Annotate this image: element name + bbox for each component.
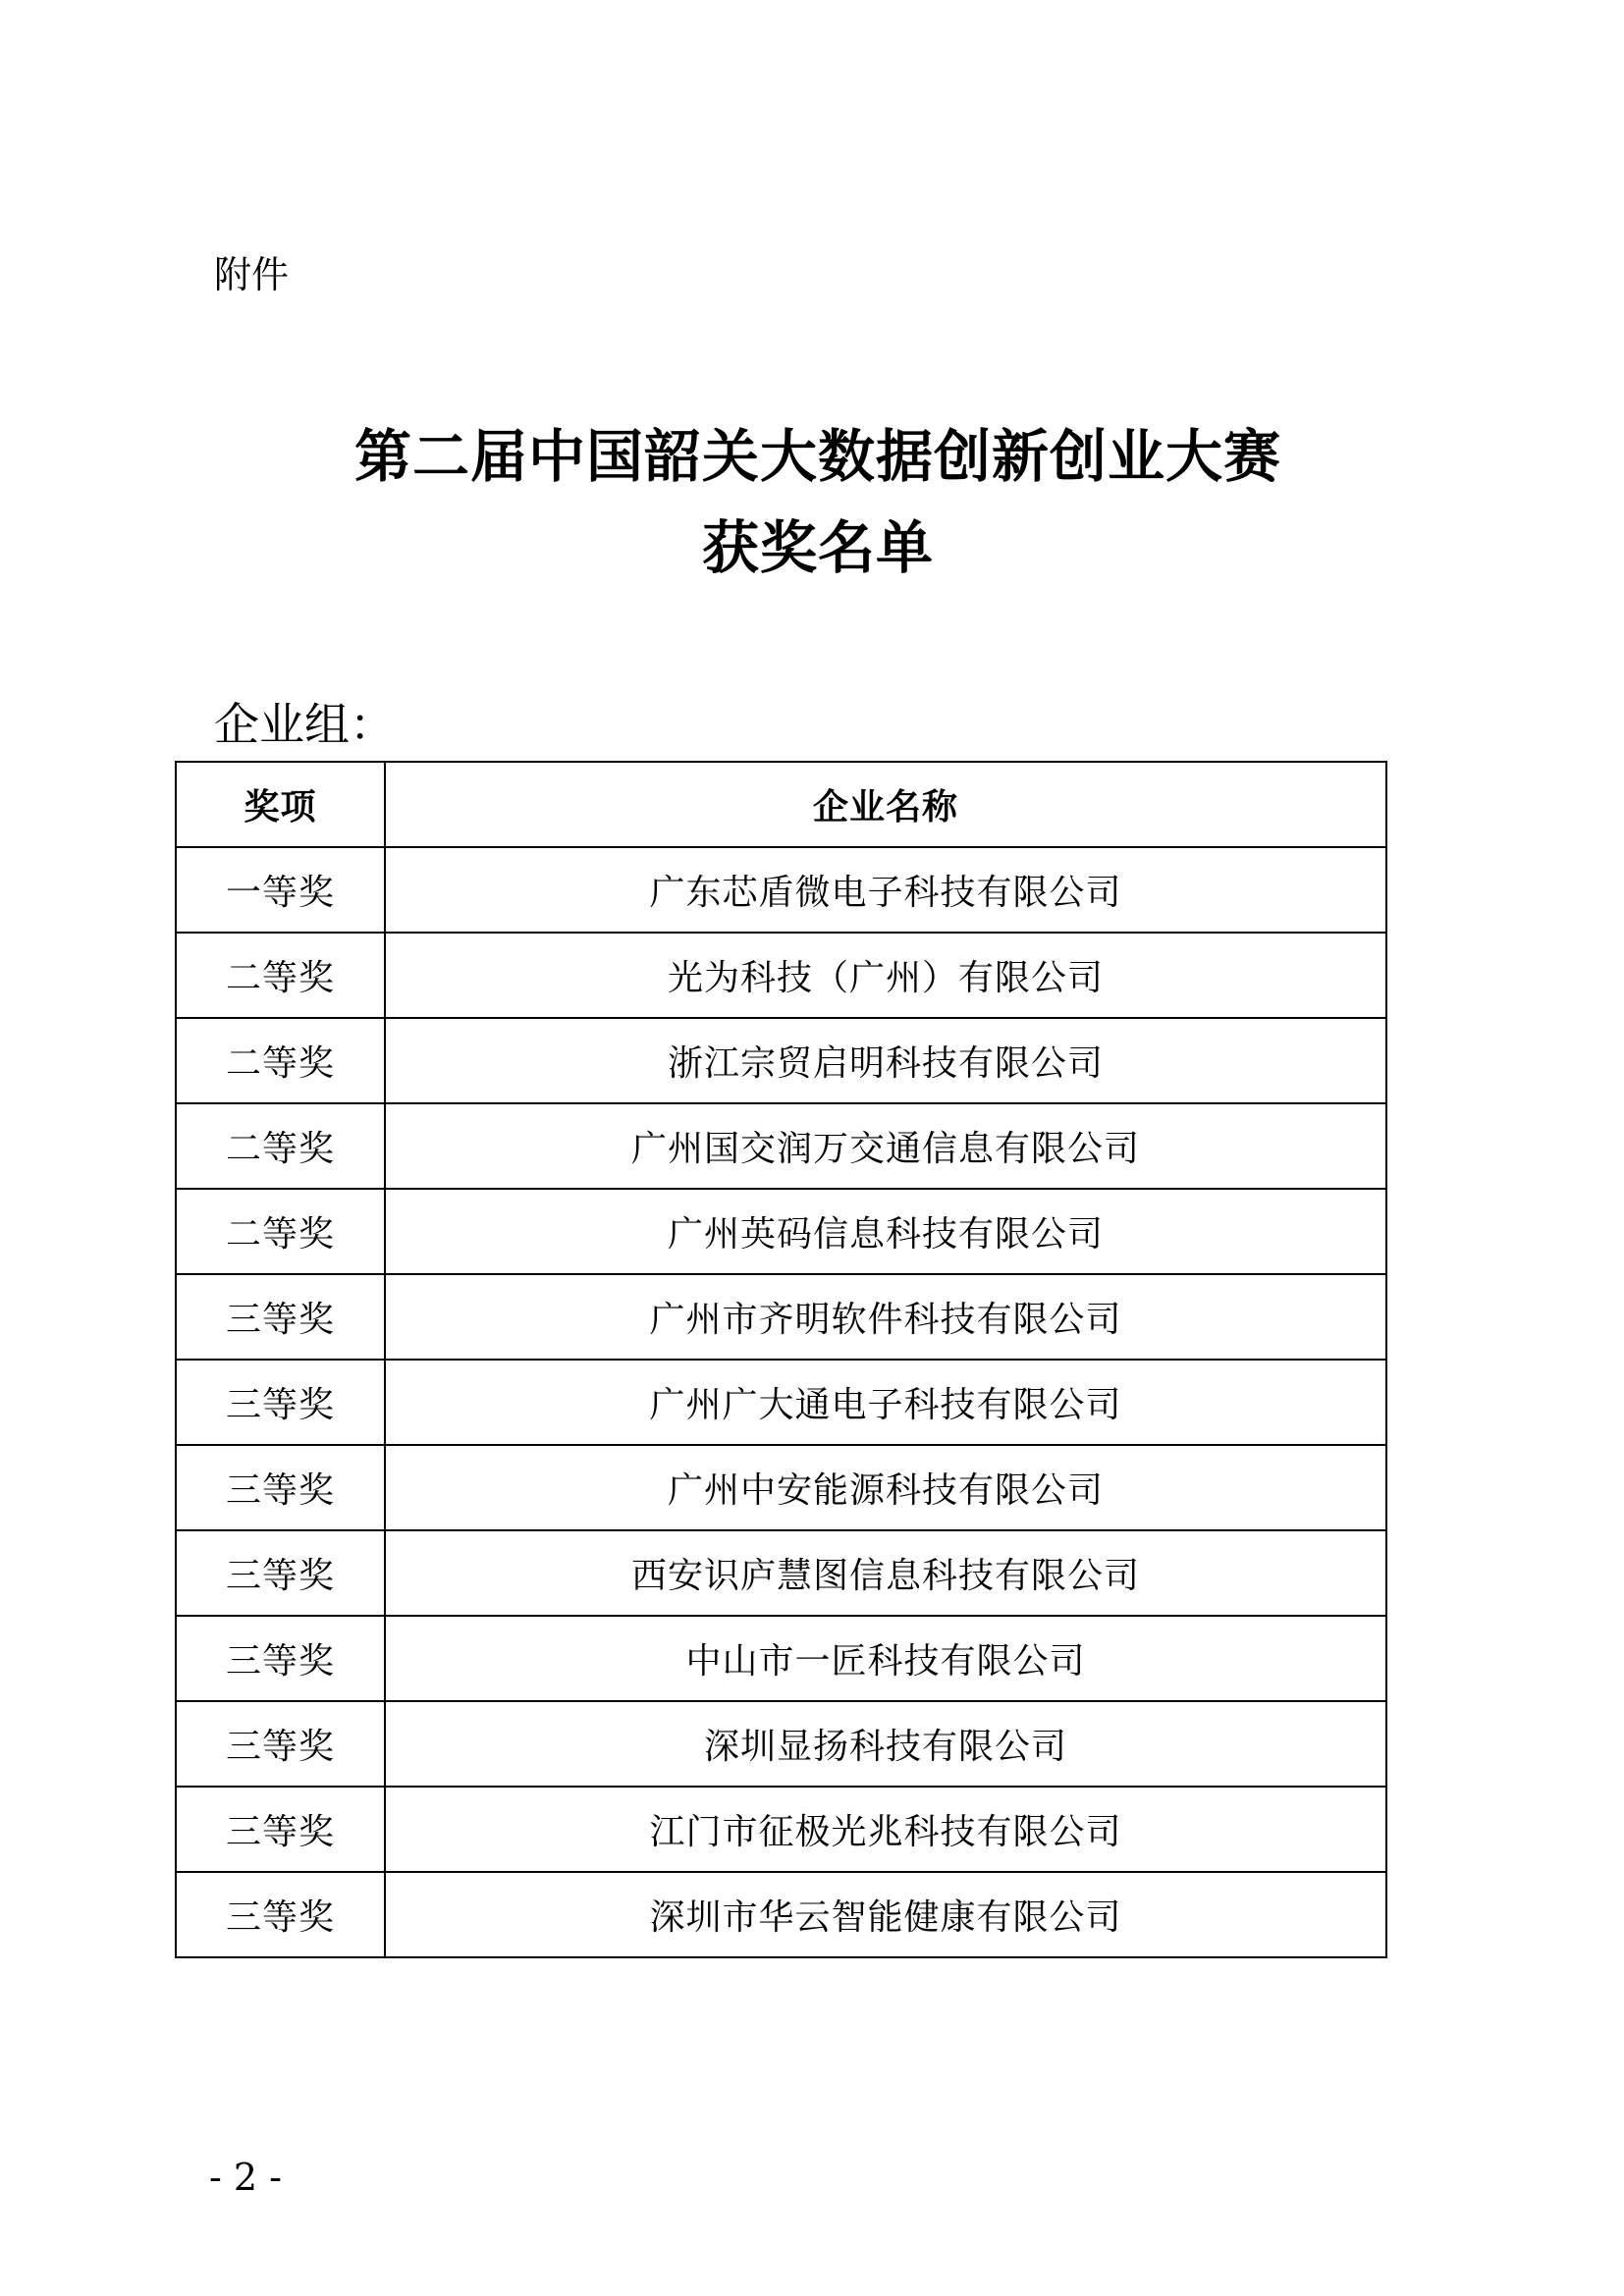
award-cell: 二等奖 — [176, 1103, 385, 1189]
table-row — [176, 847, 1386, 933]
award-table — [175, 761, 1387, 1958]
document-subtitle: 获奖名单 — [701, 514, 934, 581]
company-cell: 广州中安能源科技有限公司 — [385, 1445, 1386, 1530]
header-award: 奖项 — [176, 762, 385, 847]
table-row — [176, 1787, 1386, 1872]
award-cell: 三等奖 — [176, 1616, 385, 1701]
table-row — [176, 1189, 1386, 1274]
company-cell: 光为科技（广州）有限公司 — [385, 933, 1386, 1018]
header-company: 企业名称 — [385, 762, 1386, 847]
document-title: 第二届中国韶关大数据创新创业大赛 — [353, 423, 1281, 490]
section-heading: 企业组： — [214, 698, 395, 751]
award-cell: 三等奖 — [176, 1360, 385, 1445]
award-cell: 二等奖 — [176, 1018, 385, 1103]
company-cell: 西安识庐慧图信息科技有限公司 — [385, 1530, 1386, 1616]
award-cell: 一等奖 — [176, 847, 385, 933]
award-cell: 三等奖 — [176, 1445, 385, 1530]
award-cell: 三等奖 — [176, 1872, 385, 1957]
table-row — [176, 1445, 1386, 1530]
table-row — [176, 1360, 1386, 1445]
company-cell: 广州国交润万交通信息有限公司 — [385, 1103, 1386, 1189]
award-cell: 三等奖 — [176, 1530, 385, 1616]
table-row — [176, 1701, 1386, 1787]
table-row — [176, 933, 1386, 1018]
page-number: - 2 - — [209, 2156, 283, 2199]
table-row — [176, 1103, 1386, 1189]
table-row — [176, 1274, 1386, 1360]
table-row — [176, 1872, 1386, 1957]
company-cell: 浙江宗贸启明科技有限公司 — [385, 1018, 1386, 1103]
award-cell: 三等奖 — [176, 1787, 385, 1872]
company-cell: 深圳显扬科技有限公司 — [385, 1701, 1386, 1787]
company-cell: 深圳市华云智能健康有限公司 — [385, 1872, 1386, 1957]
attachment-label: 附件 — [214, 253, 290, 296]
table-header-row — [176, 762, 1386, 847]
company-cell: 中山市一匠科技有限公司 — [385, 1616, 1386, 1701]
table-row — [176, 1616, 1386, 1701]
company-cell: 广州广大通电子科技有限公司 — [385, 1360, 1386, 1445]
award-cell: 三等奖 — [176, 1701, 385, 1787]
company-cell: 广州市齐明软件科技有限公司 — [385, 1274, 1386, 1360]
award-cell: 三等奖 — [176, 1274, 385, 1360]
award-cell: 二等奖 — [176, 1189, 385, 1274]
company-cell: 广东芯盾微电子科技有限公司 — [385, 847, 1386, 933]
table-row — [176, 1530, 1386, 1616]
table-row — [176, 1018, 1386, 1103]
company-cell: 江门市征极光兆科技有限公司 — [385, 1787, 1386, 1872]
award-cell: 二等奖 — [176, 933, 385, 1018]
company-cell: 广州英码信息科技有限公司 — [385, 1189, 1386, 1274]
